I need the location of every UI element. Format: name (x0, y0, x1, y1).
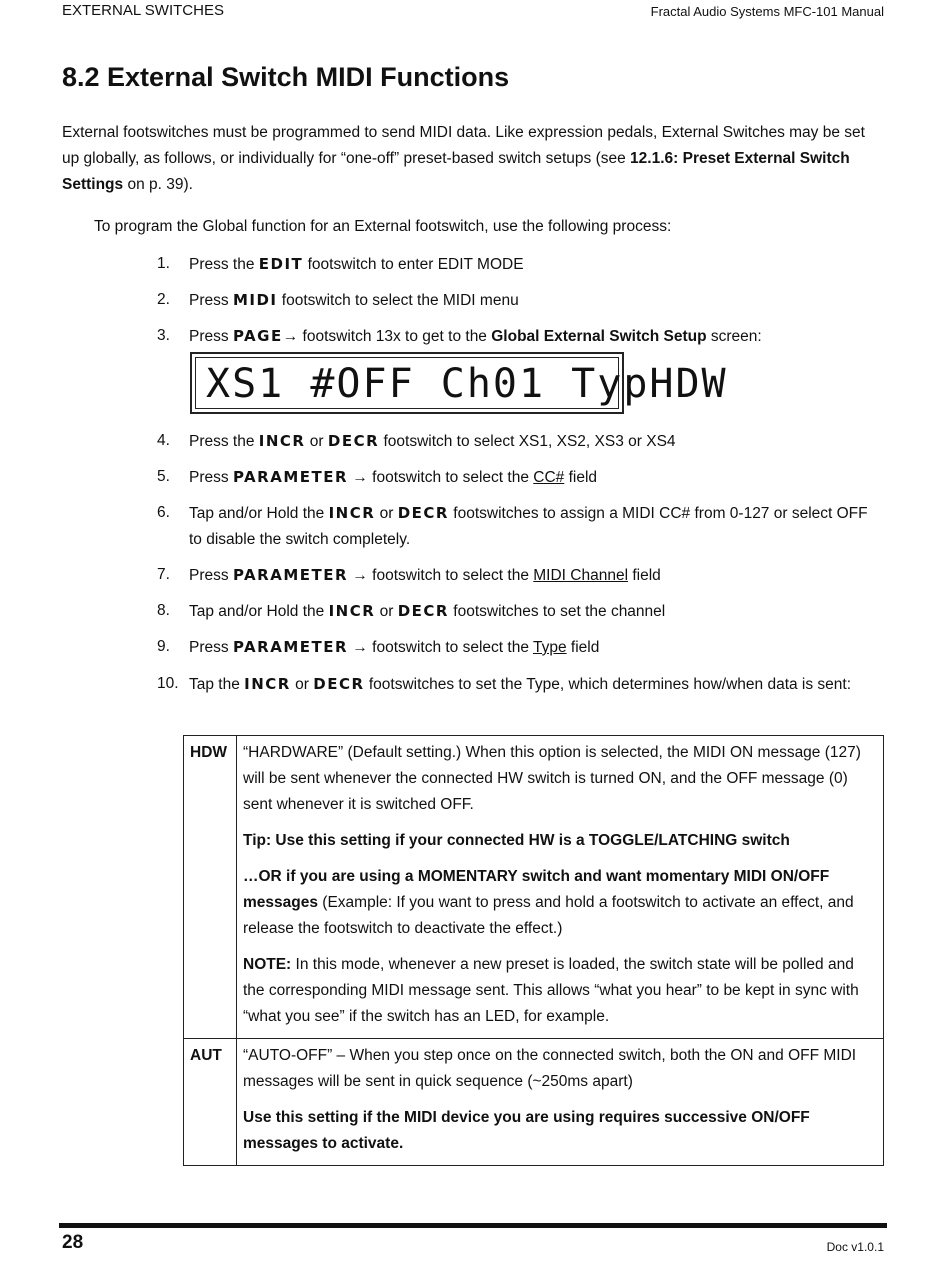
step-text-b: footswitch to select the (372, 469, 534, 486)
step-number: 1. (157, 255, 170, 272)
intro-reference: 12.1.6: Preset External Switch Settings (62, 150, 850, 193)
step-text (189, 562, 879, 589)
step-text-b: footswitch to select XS1, XS2, XS3 or XS4 (379, 433, 676, 450)
field-name: Type (532, 639, 567, 656)
lcd-text: XS1 #OFF Ch01 TypHDW (195, 357, 619, 409)
step-text-b: footswitch 13x to get to the (298, 328, 492, 345)
type-table (183, 735, 884, 1166)
right-arrow-icon: → (348, 567, 373, 584)
hdw-note (243, 952, 877, 1030)
page-title: 8.2 External Switch MIDI Functions (62, 62, 510, 92)
step-text-a: Press (189, 328, 233, 345)
key-incr: INCR (328, 504, 376, 522)
step-text (189, 671, 879, 698)
intro-text-1: External footswitches must be programmed to send MIDI data. Like expression pedals, External Switches may be set up globally, as follows, or individually for “one-off” preset-based switch setups (see (62, 124, 865, 167)
type-code: AUT (184, 1039, 237, 1166)
step-text-b: footswitches to set the channel (448, 603, 666, 620)
step-text-or: or (375, 505, 398, 522)
step-text (189, 598, 879, 625)
step-number: 6. (157, 504, 170, 521)
right-arrow-icon: → (348, 469, 373, 486)
step-text-c: field (628, 567, 661, 584)
type-description (237, 1039, 884, 1166)
step-text (189, 251, 879, 278)
hdw-tip (243, 828, 877, 854)
step-text-or: or (305, 433, 328, 450)
field-name: CC# (533, 469, 565, 486)
hdw-momentary (243, 864, 877, 942)
key-parameter: PARAMETER (232, 468, 349, 486)
key-parameter: PARAMETER (232, 638, 349, 656)
step-number: 9. (157, 638, 170, 655)
lcd-screen (190, 352, 728, 414)
step-text-a: Press (189, 469, 233, 486)
footer-rule (59, 1223, 887, 1228)
step-number: 5. (157, 468, 170, 485)
step-text-b: footswitch to select the (372, 567, 534, 584)
intro-text-2: on p. 39). (123, 176, 193, 193)
step-text-c: screen: (706, 328, 762, 345)
hdw-momentary-bold: …OR if you are using a MOMENTARY switch and want momentary MIDI ON/OFF messages (243, 868, 830, 911)
field-name: MIDI Channel (533, 567, 629, 584)
key-decr: DECR (397, 602, 449, 620)
process-intro: To program the Global function for an External footswitch, use the following process: (94, 218, 672, 235)
intro-paragraph (62, 120, 882, 198)
step-number: 10. (157, 675, 179, 692)
hdw-tip-text: Tip: Use this setting if your connected HW is a TOGGLE/LATCHING switch (243, 832, 790, 849)
right-arrow-icon: → (282, 328, 299, 345)
key-edit: EDIT (258, 255, 304, 273)
aut-description: “AUTO-OFF” – When you step once on the connected switch, both the ON and OFF MIDI messages will be sent in quick sequence (~250ms apart) (243, 1047, 857, 1090)
key-midi: MIDI (232, 291, 278, 309)
step-text-a: Press (189, 567, 233, 584)
step-text-c: field (564, 469, 598, 486)
step-number: 4. (157, 432, 170, 449)
step-text-b: footswitch to select the MIDI menu (277, 292, 519, 309)
step-text-or: or (375, 603, 398, 620)
hdw-momentary-rest: (Example: If you want to press and hold a footswitch to activate an effect, and release the footswitch to deactivate the effect.) (243, 894, 854, 937)
type-description (237, 736, 884, 1039)
type-code: HDW (184, 736, 237, 1039)
table-row-hdw (184, 736, 884, 1039)
key-parameter: PARAMETER (232, 566, 349, 584)
step-text-a: Press the (189, 433, 259, 450)
step-text (189, 634, 879, 661)
step-number: 3. (157, 327, 170, 344)
step-number: 2. (157, 291, 170, 308)
page-number: 28 (62, 1232, 84, 1253)
key-decr: DECR (327, 432, 380, 450)
step-text-a: Press the (189, 256, 259, 273)
step-text (189, 428, 879, 455)
step-text-b: footswitches to assign a MIDI CC# from 0-127 or select OFF to disable the switch completely. (189, 505, 868, 548)
step-text-b: footswitches to set the Type, which determines how/when data is sent: (364, 676, 852, 693)
key-page: PAGE (232, 327, 283, 345)
key-incr: INCR (258, 432, 306, 450)
step-text (189, 287, 879, 314)
key-decr: DECR (397, 504, 449, 522)
hdw-note-text: In this mode, whenever a new preset is loaded, the switch state will be polled and the corresponding MIDI message sent. This allows “what you hear” to be kept in sync with “what you see” if the switch has an LED, for example. (243, 956, 859, 1025)
step-text (189, 464, 879, 491)
step-text-c: field (566, 639, 600, 656)
hdw-description: “HARDWARE” (Default setting.) When this option is selected, the MIDI ON message (127) will be sent whenever the connected HW switch is turned ON, and the OFF message (0) sent whenever it is switched OFF. (243, 744, 861, 813)
step-text-a: Tap the (189, 676, 245, 693)
step-text-a: Press (189, 639, 233, 656)
step-text-a: Tap and/or Hold the (189, 505, 329, 522)
doc-version: Doc v1.0.1 (826, 1240, 884, 1254)
aut-usage-text: Use this setting if the MIDI device you are using requires successive ON/OFF messages to activate. (243, 1109, 810, 1152)
step-text-a: Press (189, 292, 233, 309)
step-text-b: footswitch to select the (372, 639, 533, 656)
step-text-a: Tap and/or Hold the (189, 603, 329, 620)
step-text (189, 500, 879, 553)
note-label: NOTE: (243, 956, 292, 973)
running-header-section: EXTERNAL SWITCHES (62, 2, 224, 19)
table-row-aut (184, 1039, 884, 1166)
key-incr: INCR (244, 675, 291, 693)
screen-name: Global External Switch Setup (491, 328, 707, 345)
aut-usage (243, 1105, 877, 1157)
step-number: 8. (157, 602, 170, 619)
running-header-manual: Fractal Audio Systems MFC-101 Manual (650, 4, 884, 19)
step-text-or: or (290, 676, 314, 693)
right-arrow-icon: → (348, 639, 373, 656)
step-number: 7. (157, 566, 170, 583)
step-text-b: footswitch to enter EDIT MODE (303, 256, 524, 273)
key-incr: INCR (328, 602, 376, 620)
step-text (189, 323, 879, 350)
key-decr: DECR (313, 675, 365, 693)
